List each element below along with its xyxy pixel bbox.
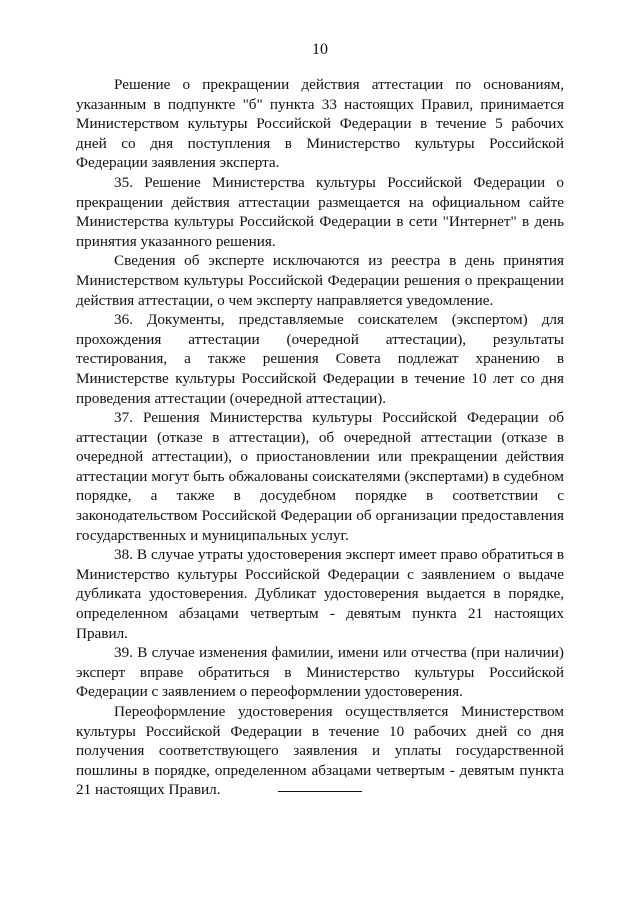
paragraph-36: 36. Документы, представляемые соискателем (экспертом) для прохождения аттестации (очередной аттестации), результаты тестирования, а также решения Совета подлежат хранению в Министерстве культуры Российской Федерации в течение 10 лет со дня проведения аттестации (очередной аттестации). (76, 311, 564, 407)
paragraph-35: 35. Решение Министерства культуры Российской Федерации о прекращении действия аттестации размещается на официальном сайте Министерства культуры Российской Федерации в сети "Интернет" в день принятия указанного решения. (76, 173, 564, 250)
paragraph-37: 37. Решения Министерства культуры Российской Федерации об аттестации (отказе в аттестации), об очередной аттестации (отказе в очередной аттестации), о приостановлении или прекращении действия аттестации могут быть обжалованы соискателями (экспертами) в судебном порядке, а также в досудебном порядке в соответствии с законодательством Российской Федерации об организации предоставления государственных и муниципальных услуг. (76, 409, 564, 544)
paragraph-termination-decision: Решение о прекращении действия аттестации по основаниям, указанным в подпункте "б" пункта 33 настоящих Правил, принимается Министерством культуры Российской Федерации в течение 5 рабочих дней со дня поступления в Министерство культуры Российской Федерации заявления эксперта. (76, 76, 564, 172)
end-divider-line (278, 791, 362, 792)
paragraph-registry-exclusion: Сведения об эксперте исключаются из реестра в день принятия Министерством культуры Российской Федерации решения о прекращении действия аттестации, о чем эксперту направляется уведомление. (76, 252, 564, 309)
document-body (76, 75, 564, 800)
page-number: 10 (312, 41, 328, 58)
paragraph-reissue: Переоформление удостоверения осуществляется Министерством культуры Российской Федерации в течение 10 рабочих дней со дня получения соответствующего заявления и уплаты государственной пошлины в порядке, определенном абзацами четвертым - девятым пункта 21 настоящих Правил. (76, 703, 564, 799)
paragraph-38: 38. В случае утраты удостоверения эксперт имеет право обратиться в Министерство культуры Российской Федерации с заявлением о выдаче дубликата удостоверения. Дубликат удостоверения выдается в порядке, определенном абзацами четвертым - девятым пункта 21 настоящих Правил. (76, 546, 564, 642)
paragraph-39: 39. В случае изменения фамилии, имени или отчества (при наличии) эксперт вправе обратиться в Министерство культуры Российской Федерации с заявлением о переоформлении удостоверения. (76, 644, 564, 701)
